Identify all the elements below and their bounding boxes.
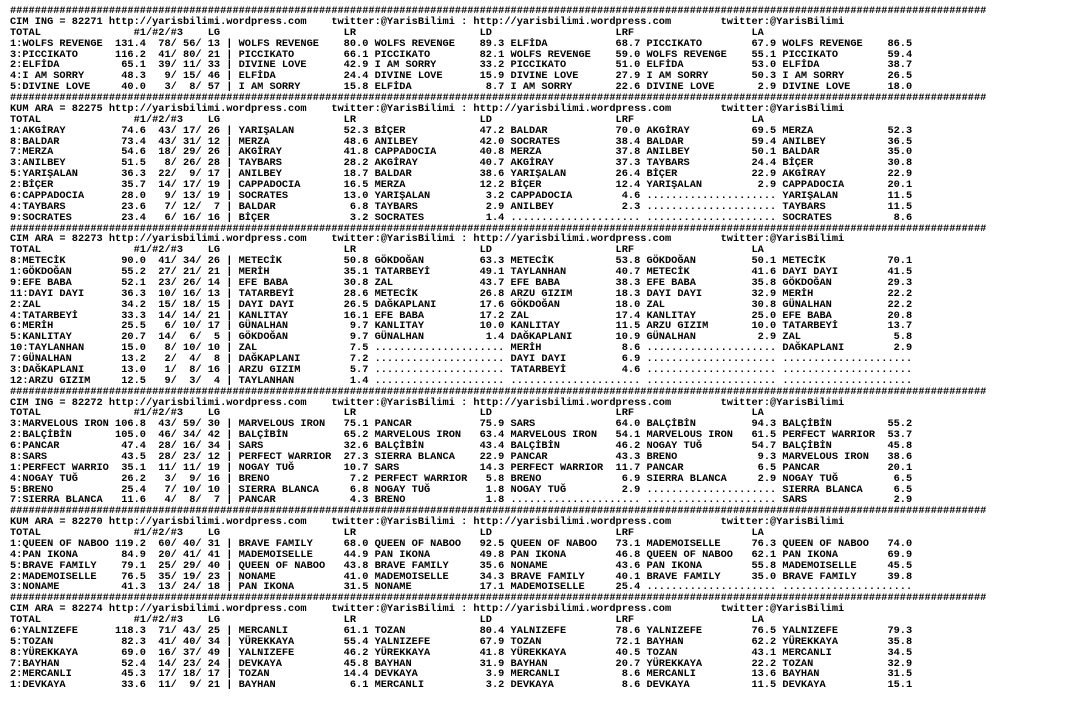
text-line: 7:BAYHAN 52.4 14/ 23/ 24 | DEVKAYA 45.8 BAYHAN 31.9 BAYHAN 20.7 YÜREKKAYA 22.2 TOZAN 32.9 xyxy=(10,657,913,670)
text-line: 1:DEVKAYA 33.6 11/ 9/ 21 | BAYHAN 6.1 MERCANLI 3.2 DEVKAYA 8.6 DEVKAYA 11.5 DEVKAYA 15.1 xyxy=(10,679,913,692)
text-line: 4:I AM SORRY 48.3 9/ 15/ 46 | ELFİDA 24.4 DIVINE LOVE 15.9 DIVINE LOVE 27.9 I AM SORRY 50.3 I AM SORRY 26.5 xyxy=(10,70,913,83)
text-line: 5:BRAVE FAMILY 79.1 25/ 29/ 40 | QUEEN OF NABOO 43.8 BRAVE FAMILY 35.6 NONAME 43.6 PAN IKONA 55.8 MADEMOISELLE 45.5 xyxy=(10,559,913,572)
text-line: 8:SARS 43.5 28/ 23/ 12 | PERFECT WARRIOR 27.3 SIERRA BLANCA 22.9 PANCAR 43.3 BRENO 9.3 MARVELOUS IRON 38.6 xyxy=(10,450,913,463)
text-line: 6:MERİH 25.5 6/ 10/ 17 | GÜNALHAN 9.7 KANLITAY 10.0 KANLITAY 11.5 ARZU GIZIM 10.0 TATARBEYİ 13.7 xyxy=(10,320,913,333)
separator-line: ############################################################################################################################################################## xyxy=(10,385,987,398)
text-line: 4:NOGAY TUĞ 26.2 3/ 9/ 16 | BRENO 7.2 PERFECT WARRIOR 5.8 BRENO 6.9 SIERRA BLANCA 2.9 NOGAY TUĞ 6.5 xyxy=(10,472,913,485)
text-line: KUM ARA = 82270 http://yarisbilimi.wordpress.com twitter:@YarisBilimi : http://yarisbilimi.wordpress.com twitter:@YarisBilimi xyxy=(10,516,845,529)
text-line: 8:BALDAR 73.4 43/ 31/ 12 | MERZA 48.6 ANILBEY 42.0 SOCRATES 38.4 BALDAR 59.4 ANILBEY 36.5 xyxy=(10,135,913,148)
text-line: TOTAL #1/#2/#3 LG LR LD LRF LA xyxy=(10,527,764,539)
text-line: TOTAL #1/#2/#3 LG LR LD LRF LA xyxy=(10,614,764,626)
text-line: 4:TAYBARS 23.6 7/ 12/ 7 | BALDAR 6.8 TAYBARS 2.9 ANILBEY 2.3 ..................... TAYBARS 11.5 xyxy=(10,200,913,213)
text-line: 5:BRENO 25.4 7/ 10/ 10 | SIERRA BLANCA 6.8 NOGAY TUĞ 1.8 NOGAY TUĞ 2.9 ..................... SIERRA BLANCA 6.5 xyxy=(10,483,913,496)
separator-line: ############################################################################################################################################################## xyxy=(10,92,987,104)
text-line: 12:ARZU GIZIM 12.5 9/ 3/ 4 | TAYLANHAN 1.4 ..................... ..................... ..................... ..................... xyxy=(10,374,913,387)
text-line: 4:PAN IKONA 84.9 20/ 41/ 41 | MADEMOISELLE 44.9 PAN IKONA 49.8 PAN IKONA 46.8 QUEEN OF NABOO 62.1 PAN IKONA 69.9 xyxy=(10,548,913,561)
text-line: 1:AKGİRAY 74.6 43/ 17/ 26 | YARIŞALAN 52.3 BİÇER 47.2 BALDAR 70.0 AKGİRAY 69.5 MERZA 52.3 xyxy=(10,124,913,137)
text-line: CIM ARA = 82274 http://yarisbilimi.wordpress.com twitter:@YarisBilimi : http://yarisbilimi.wordpress.com twitter:@YarisBilimi xyxy=(10,603,845,616)
text-line: CIM ING = 82271 http://yarisbilimi.wordpress.com twitter:@YarisBilimi : http://yarisbilimi.wordpress.com twitter:@YarisBilimi xyxy=(10,15,845,28)
text-line: 2:ZAL 34.2 15/ 18/ 15 | DAYI DAYI 26.5 DAĞKAPLANI 17.6 GÖKDOĞAN 18.0 ZAL 30.8 GÜNALHAN 22.2 xyxy=(10,298,913,311)
text-line: 5:KANLITAY 20.7 14/ 6/ 5 | GÖKDOĞAN 9.7 GÜNALHAN 1.4 DAĞKAPLANI 10.9 GÜNALHAN 2.9 ZAL 5.8 xyxy=(10,331,913,344)
text-line: 8:METECİK 90.0 41/ 34/ 26 | METECİK 50.8 GÖKDOĞAN 63.3 METECİK 53.8 GÖKDOĞAN 50.1 METECİK 70.1 xyxy=(10,255,913,268)
text-line: 2:MADEMOISELLE 76.5 35/ 19/ 23 | NONAME 41.0 MADEMOISELLE 34.3 BRAVE FAMILY 40.1 BRAVE FAMILY 35.0 BRAVE FAMILY 39.8 xyxy=(10,570,913,583)
text-line: 9:SOCRATES 23.4 6/ 16/ 16 | BİÇER 3.2 SOCRATES 1.4 ..................... ..................... SOCRATES 8.6 xyxy=(10,211,913,224)
text-line: CIM ING = 82272 http://yarisbilimi.wordpress.com twitter:@YarisBilimi : http://yarisbilimi.wordpress.com twitter:@YarisBilimi xyxy=(10,396,845,409)
text-line: CIM ARA = 82273 http://yarisbilimi.wordpress.com twitter:@YarisBilimi : http://yarisbilimi.wordpress.com twitter:@YarisBilimi xyxy=(10,233,845,246)
text-line: 3:MARVELOUS IRON 106.8 43/ 59/ 30 | MARVELOUS IRON 75.1 PANCAR 75.9 SARS 64.0 BALÇİBİN 94.3 BALÇİBİN 55.2 xyxy=(10,418,913,431)
text-line: 8:YÜREKKAYA 69.0 16/ 37/ 49 | YALNIZEFE 46.2 YÜREKKAYA 41.8 YÜREKKAYA 40.5 TOZAN 43.1 MERCANLI 34.5 xyxy=(10,646,913,659)
text-line: 7:GÜNALHAN 13.2 2/ 4/ 8 | DAĞKAPLANI 7.2 ..................... DAYI DAYI 6.9 ..................... ..................... xyxy=(10,353,913,365)
text-line: 7:SIERRA BLANCA 11.6 4/ 8/ 7 | PANCAR 4.3 BRENO 1.8 ..................... ..................... SARS 2.9 xyxy=(10,494,913,507)
text-line: 3:DAĞKAPLANI 13.0 1/ 8/ 16 | ARZU GIZIM 5.7 ..................... TATARBEYİ 4.6 ..................... ..................... xyxy=(10,363,913,376)
text-line: 6:CAPPADOCIA 28.0 9/ 13/ 19 | SOCRATES 13.0 YARIŞALAN 3.2 CAPPADOCIA 4.6 ..................... YARIŞALAN 11.5 xyxy=(10,189,913,202)
text-line: 10:TAYLANHAN 15.0 8/ 10/ 10 | ZAL 7.5 ..................... MERİH 8.6 ..................... DAĞKAPLANI 2.9 xyxy=(10,342,913,355)
text-line: 11:DAYI DAYI 36.3 10/ 16/ 13 | TATARBEYİ 28.6 METECİK 26.8 ARZU GIZIM 18.3 DAYI DAYI 32.9 MERİH 22.2 xyxy=(10,287,913,300)
text-line: 3:ANILBEY 51.5 8/ 26/ 28 | TAYBARS 28.2 AKGİRAY 40.7 AKGİRAY 37.3 TAYBARS 24.4 BİÇER 30.8 xyxy=(10,157,913,170)
text-line: 6:PANCAR 47.4 28/ 16/ 34 | SARS 32.6 BALÇİBİN 43.4 BALÇİBİN 46.2 NOGAY TUĞ 54.7 BALÇİBİN 45.8 xyxy=(10,440,913,452)
text-line: 2:MERCANLI 45.3 17/ 18/ 17 | TOZAN 14.4 DEVKAYA 3.9 MERCANLI 8.6 MERCANLI 13.6 BAYHAN 31.5 xyxy=(10,668,913,681)
text-line: 6:YALNIZEFE 118.3 71/ 43/ 25 | MERCANLI 61.1 TOZAN 80.4 YALNIZEFE 78.6 YALNIZEFE 76.5 YALNIZEFE 79.3 xyxy=(10,624,913,637)
text-line: TOTAL #1/#2/#3 LG LR LD LRF LA xyxy=(10,113,764,126)
text-line: 9:EFE BABA 52.1 23/ 26/ 14 | EFE BABA 30.8 ZAL 43.7 EFE BABA 38.3 EFE BABA 35.8 GÖKDOĞAN 29.3 xyxy=(10,276,913,289)
text-line: 1:WOLFS REVENGE 131.4 78/ 56/ 13 | WOLFS REVENGE 80.0 WOLFS REVENGE 89.3 ELFİDA 68.7 PICCIKATO 67.9 WOLFS REVENGE 86.5 xyxy=(10,37,913,50)
text-line: 5:DIVINE LOVE 40.0 3/ 8/ 57 | I AM SORRY 15.8 ELFİDA 8.7 I AM SORRY 22.6 DIVINE LOVE 2.9 DIVINE LOVE 18.0 xyxy=(10,81,913,94)
text-line: 1:QUEEN OF NABOO 119.2 60/ 40/ 31 | BRAVE FAMILY 68.0 QUEEN OF NABOO 92.5 QUEEN OF NABOO 73.1 MADEMOISELLE 76.3 QUEEN OF NABOO 74.0 xyxy=(10,537,913,550)
text-line: 5:TOZAN 82.3 41/ 40/ 34 | YÜREKKAYA 55.4 YALNIZEFE 67.9 TOZAN 72.1 BAYHAN 62.2 YÜREKKAYA 35.8 xyxy=(10,635,913,648)
text-line: 1:PERFECT WARRIO 35.1 11/ 11/ 19 | NOGAY TUĞ 10.7 SARS 14.3 PERFECT WARRIOR 11.7 PANCAR 6.5 PANCAR 20.1 xyxy=(10,461,913,474)
text-line: KUM ARA = 82275 http://yarisbilimi.wordpress.com twitter:@YarisBilimi : http://yarisbilimi.wordpress.com twitter:@YarisBilimi xyxy=(10,102,845,115)
text-line: TOTAL #1/#2/#3 LG LR LD LRF LA xyxy=(10,407,764,420)
text-line: 2:BALÇİBİN 105.0 46/ 34/ 42 | BALÇİBİN 65.2 MARVELOUS IRON 63.4 MARVELOUS IRON 54.1 MARVELOUS IRON 61.5 PERFECT WARRIOR 53.7 xyxy=(10,429,913,442)
separator-line: ############################################################################################################################################################## xyxy=(10,222,987,235)
text-line: TOTAL #1/#2/#3 LG LR LD LRF LA xyxy=(10,244,764,257)
text-line: 3:PICCIKATO 116.2 41/ 80/ 21 | PICCIKATO 66.1 PICCIKATO 82.1 WOLFS REVENGE 59.0 WOLFS REVENGE 55.1 PICCIKATO 59.4 xyxy=(10,48,913,61)
text-line: 4:TATARBEYİ 33.3 14/ 14/ 21 | KANLITAY 16.1 EFE BABA 17.2 ZAL 17.4 KANLITAY 25.0 EFE BABA 20.8 xyxy=(10,309,913,322)
text-line: 2:ELFİDA 65.1 39/ 11/ 33 | DIVINE LOVE 42.9 I AM SORRY 33.2 PICCIKATO 51.0 ELFİDA 53.0 ELFİDA 38.7 xyxy=(10,59,913,72)
separator-line: ############################################################################################################################################################## xyxy=(10,592,987,605)
text-line: 1:GÖKDOĞAN 55.2 27/ 21/ 21 | MERİH 35.1 TATARBEYİ 49.1 TAYLANHAN 40.7 METECİK 41.6 DAYI DAYI 41.5 xyxy=(10,266,913,278)
text-line: 2:BİÇER 35.7 14/ 17/ 19 | CAPPADOCIA 16.5 MERZA 12.2 BİÇER 12.4 YARIŞALAN 2.9 CAPPADOCIA 20.1 xyxy=(10,179,913,191)
text-line: 7:MERZA 54.6 18/ 29/ 26 | AKGİRAY 41.8 CAPPADOCIA 40.8 MERZA 37.8 ANILBEY 50.1 BALDAR 35.0 xyxy=(10,146,913,159)
text-line: 3:NONAME 41.3 13/ 24/ 18 | PAN IKONA 31.5 NONAME 17.1 MADEMOISELLE 25.4 ..................... ..................... xyxy=(10,581,913,594)
text-line: TOTAL #1/#2/#3 LG LR LD LRF LA xyxy=(10,26,764,39)
separator-line: ############################################################################################################################################################## xyxy=(10,505,987,518)
separator-line: ############################################################################################################################################################## xyxy=(10,5,987,17)
text-line: 5:YARIŞALAN 36.3 22/ 9/ 17 | ANILBEY 18.7 BALDAR 38.6 YARIŞALAN 26.4 BİÇER 22.9 AKGİRAY 22.9 xyxy=(10,168,913,181)
